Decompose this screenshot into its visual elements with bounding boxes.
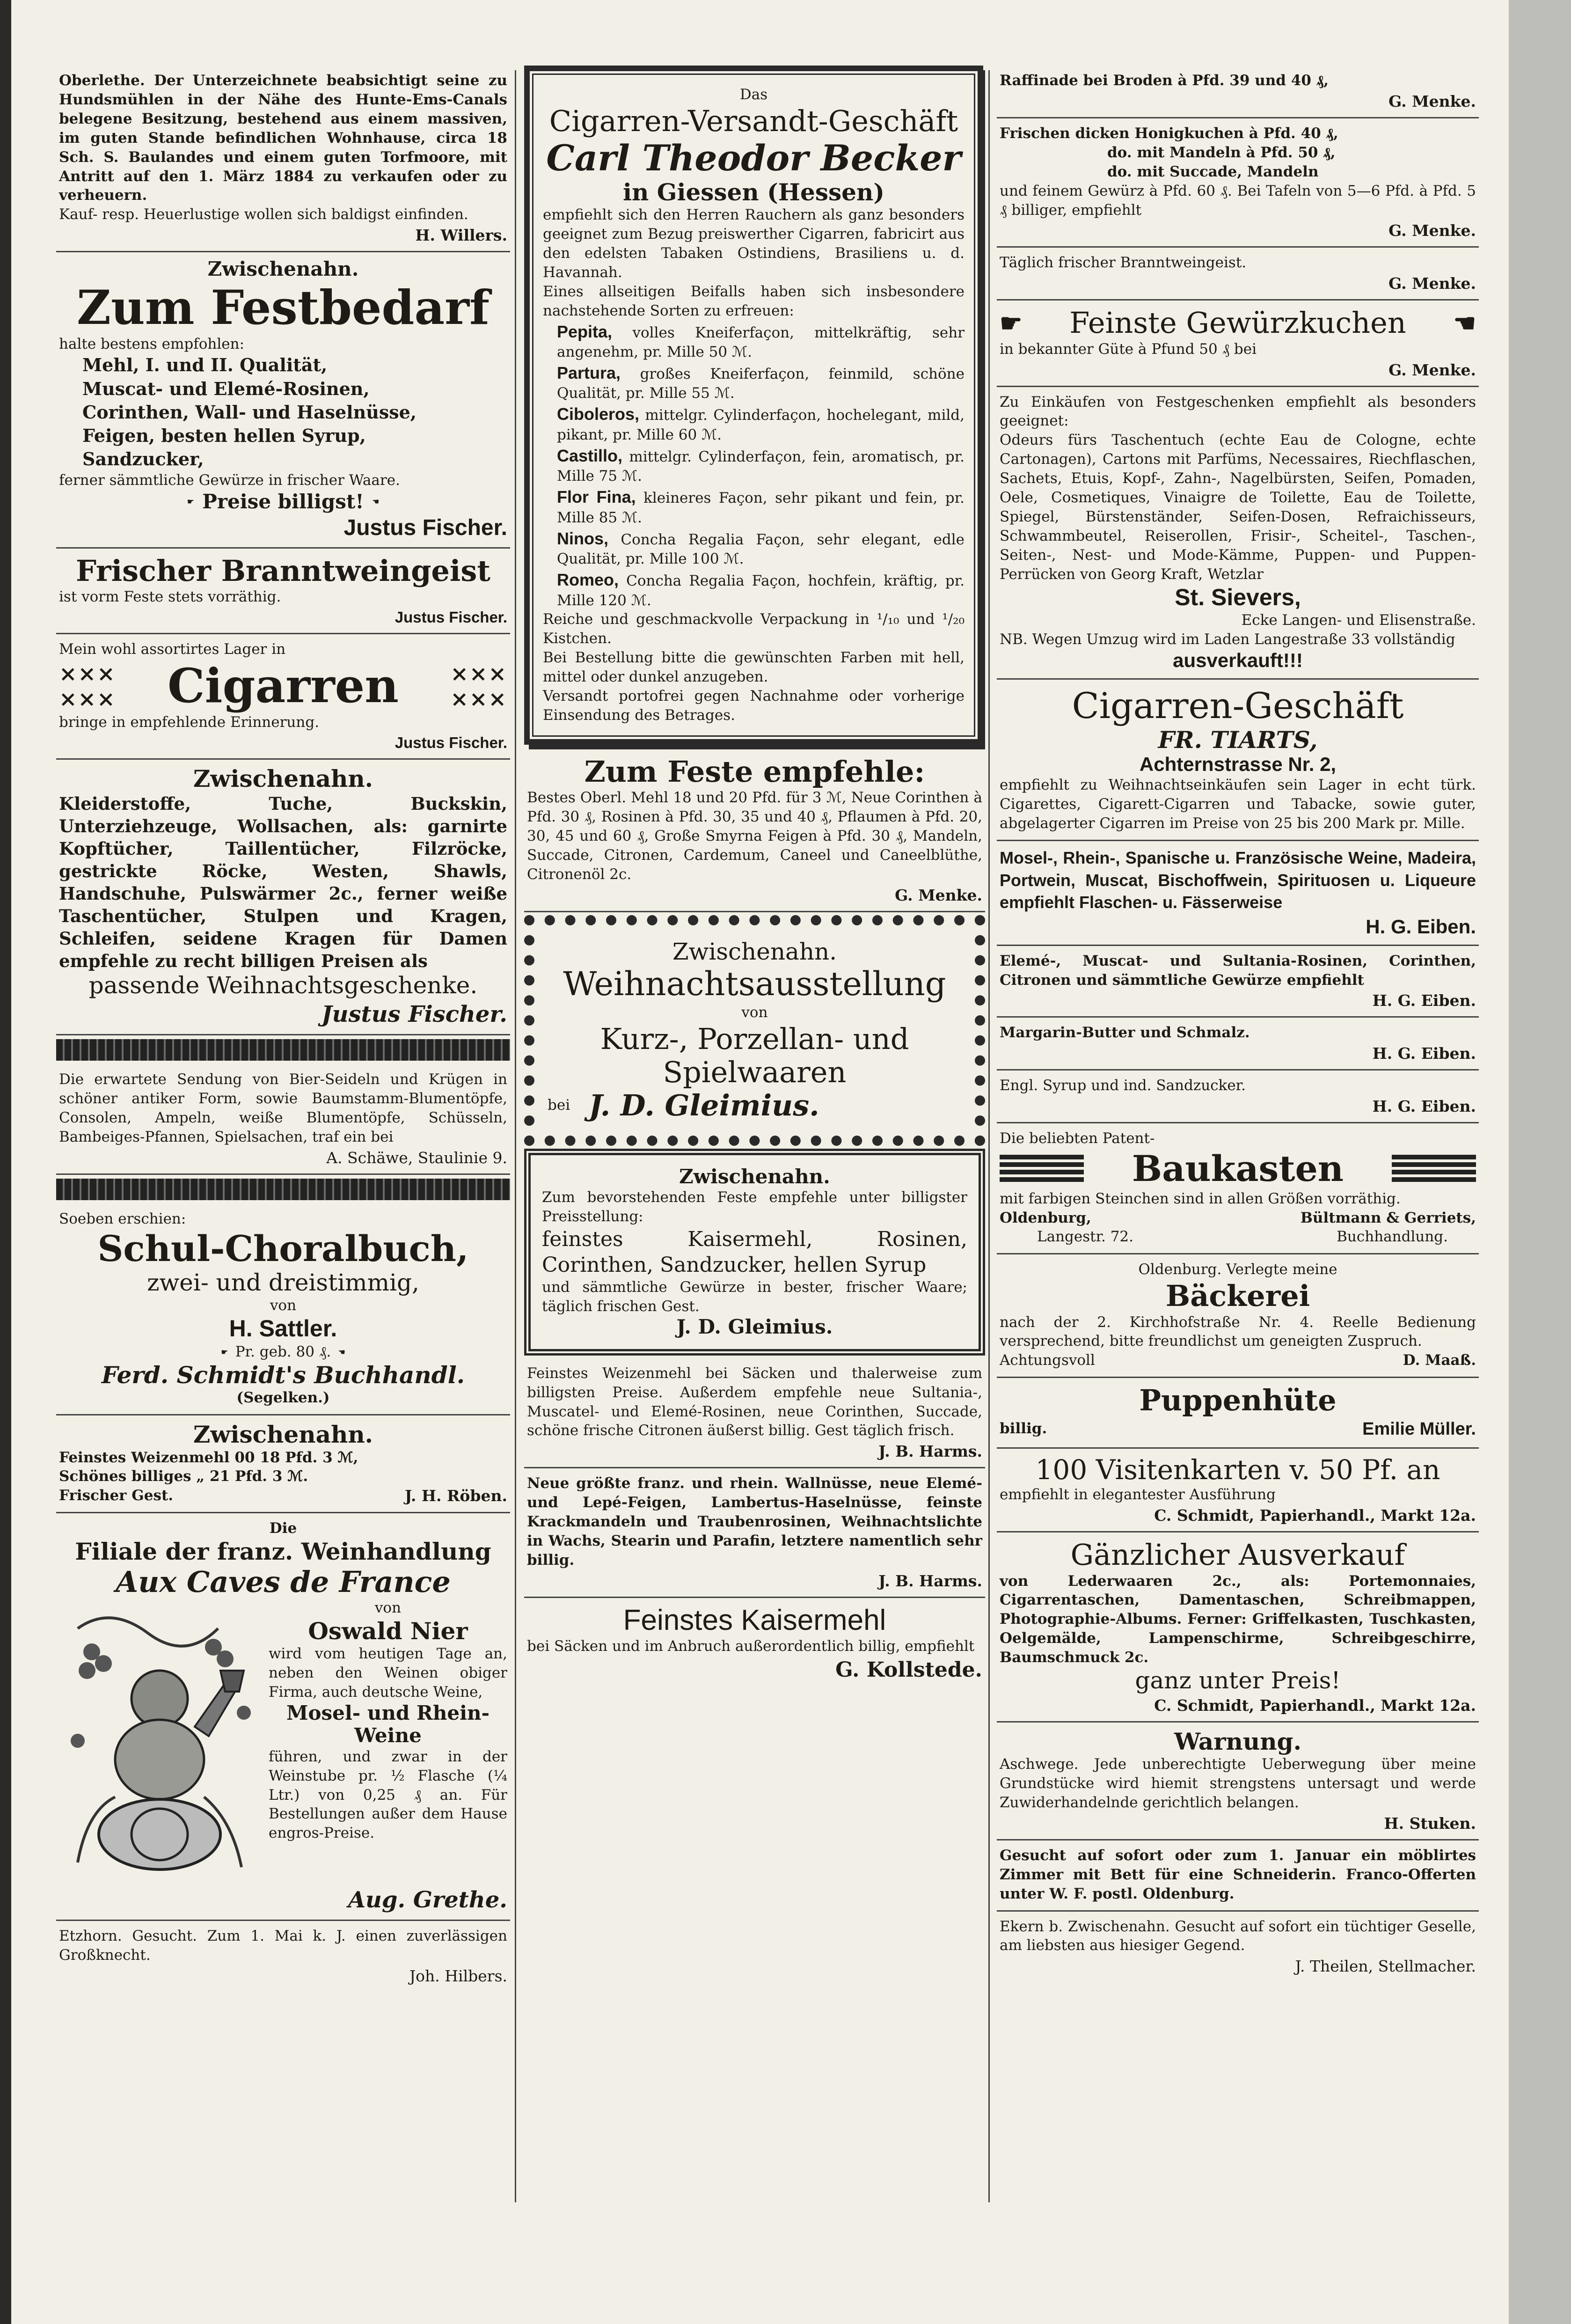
list-item	[557, 445, 965, 486]
ad-signature: H. G. Eiben.	[1372, 991, 1476, 1010]
column-rule	[515, 70, 516, 2202]
ad-place: Oldenburg,	[1000, 1209, 1091, 1226]
sort-desc: mittelgr. Cylinderfaçon, fein, aromatisch, pr. Mille 75 ℳ.	[557, 448, 965, 485]
list-item	[557, 569, 965, 610]
sort-desc: volles Kneiferfaçon, mittelkräftig, sehr angenehm, pr. Mille 50 ℳ.	[557, 324, 965, 361]
ad-title: passende Weihnachtsgeschenke.	[88, 972, 478, 999]
ad-branntwein	[56, 549, 510, 634]
ad-title: Filiale der franz. Weinhandlung	[75, 1538, 491, 1566]
ad-place: in Giessen (Hessen)	[623, 178, 884, 206]
ad-address: Ecke Langen- und Elisenstraße.	[1241, 612, 1476, 629]
ad-place: Zwischenahn.	[193, 1421, 373, 1449]
ad-firm-name: St. Sievers,	[1175, 584, 1301, 610]
ad-firm-name: Aux Caves de France	[116, 1564, 451, 1599]
ad-firm-name: FR. TIARTS,	[1158, 726, 1318, 754]
ad-eiben-weine	[997, 841, 1479, 946]
ad-title: Zum Feste empfehle:	[584, 754, 925, 789]
ad-menke-feste	[524, 749, 985, 912]
decorative-band	[56, 1179, 510, 1200]
ad-signature: Aug. Grethe.	[348, 1886, 507, 1913]
ad-das: Das	[739, 86, 768, 103]
ad-title: Gänzlicher Ausverkauf	[1070, 1538, 1405, 1572]
ad-choralbuch	[56, 1204, 510, 1416]
sort-name: Castillo,	[557, 446, 623, 465]
ad-body: Ekern b. Zwischenahn. Gesucht auf sofort ein tüchtiger Geselle, am liebsten aus hiesiger Gegend.	[1000, 1918, 1476, 1954]
sort-name: Partura,	[557, 363, 621, 382]
ad-signature: G. Menke.	[1388, 274, 1476, 293]
ornament-marks: ×××	[450, 686, 507, 711]
pointing-hand-icon: ☛	[221, 1347, 228, 1356]
ad-body: wird vom heutigen Tage an, neben den Weinen obiger Firma, auch deutsche Weine,	[269, 1645, 507, 1701]
ad-title: 100 Visitenkarten v. 50 Pf. an	[1035, 1453, 1440, 1486]
ad-maass	[997, 1254, 1479, 1378]
ad-signature: G. Menke.	[895, 886, 982, 904]
column-right	[997, 66, 1479, 2230]
ad-signature: J. B. Harms.	[878, 1571, 982, 1590]
ad-oberlethe	[56, 66, 510, 252]
ad-intro: Die beliebten Patent-	[1000, 1130, 1155, 1147]
ad-signature: Joh. Hilbers.	[409, 1966, 507, 1985]
ad-signature: G. Menke.	[1388, 360, 1476, 379]
ad-line: Frischen dicken Honigkuchen à Pfd. 40 ₰,	[1000, 125, 1338, 142]
ad-title: Schul-Choralbuch,	[97, 1228, 469, 1270]
sort-name: Ciboleros,	[557, 404, 640, 424]
ad-weihnachtsausstellung	[524, 915, 985, 1146]
ad-body: Etzhorn. Gesucht. Zum 1. Mai k. J. einen zuverlässigen Großknecht.	[59, 1927, 507, 1964]
ad-body: Gesucht auf sofort oder zum 1. Januar ein möblirtes Zimmer mit Bett für eine Schneiderin. Franco-Offerten unter W. F. postl. Oldenburg.	[1000, 1847, 1476, 1902]
ad-place: Zwischenahn.	[679, 1165, 830, 1188]
list-item: Mehl, I. und II. Qualität,	[82, 354, 328, 376]
ad-packing: Reiche und geschmackvolle Verpackung in ¹/₁₀ und ¹/₂₀ Kistchen.	[543, 611, 965, 647]
ad-signature: C. Schmidt, Papierhandl., Markt 12a.	[1154, 1506, 1476, 1525]
ad-gleimius	[524, 1149, 985, 1356]
ad-shop: Buchhandlung.	[1337, 1228, 1448, 1246]
sort-desc: Concha Regalia Façon, sehr elegant, edle Qualität, pr. Mille 100 ℳ.	[557, 531, 965, 568]
ad-signature: G. Kollstede.	[835, 1658, 982, 1682]
pointing-hand-icon: ☚	[338, 1347, 345, 1356]
ad-intro: Zu Einkäufen von Festgeschenken empfiehlt als besonders geeignet:	[1000, 393, 1476, 430]
ad-body: empfiehlt in elegantester Ausführung	[1000, 1486, 1276, 1503]
pointing-hand-icon: ☚	[372, 497, 380, 506]
decorative-stripes	[1392, 1155, 1476, 1183]
ad-theilen	[997, 1912, 1479, 1982]
ad-address: Achternstrasse Nr. 2,	[1139, 753, 1337, 776]
ad-signature: Justus Fischer.	[321, 1001, 507, 1027]
ad-body: Neue größte franz. und rhein. Wallnüsse, neue Elemé- und Lepé-Feigen, Lambertus-Haselnüsse, feinste Krackmandeln und Traubenrosinen, Weihnachtslichte in Wachs, Stearin und Parafin, letztere namentlich sehr billig.	[527, 1475, 982, 1569]
ad-body: Oberlethe. Der Unterzeichnete beabsichtigt seine zu Hundsmühlen in der Nähe des Hunte-Ems-Canals belegene Besitzung, bestehend aus einem massiven, im guten Stande befindlichen Wohnhause, circa 18 Sch. S. Baulandes und einem guten Torfmoore, mit Antritt auf den 1. März 1884 zu verkaufen oder zu verheuern.	[59, 72, 507, 204]
ad-street: Langestr. 72.	[1037, 1228, 1134, 1246]
ad-body: Elemé-, Muscat- und Sultania-Rosinen, Corinthen, Citronen und sämmtliche Gewürze empfiehlt	[1000, 952, 1476, 989]
ad-signature: H. G. Eiben.	[1372, 1097, 1476, 1116]
ad-goods: feinstes Kaisermehl, Rosinen, Corinthen, Sandzucker, hellen Syrup	[542, 1227, 967, 1277]
list-item: Corinthen, Wall- und Haselnüsse,	[82, 401, 417, 423]
ad-firm-name: J. D. Gleimius.	[589, 1088, 819, 1123]
ad-signature: H. Stuken.	[1384, 1814, 1476, 1833]
ad-body: Die erwartete Sendung von Bier-Seideln und Krügen in schöner antiker Form, sowie Baumstamm-Blumentöpfe, Consolen, Ampeln, weiße Blumentöpfe, Schüsseln, Bambeiges-Pfannen, Spielsachen, traf ein bei	[59, 1070, 507, 1145]
ad-body: bringe in empfehlende Erinnerung.	[59, 714, 320, 731]
ad-owner: Oswald Nier	[308, 1617, 468, 1645]
ad-tiarts	[997, 680, 1479, 841]
ad-title: Puppenhüte	[1139, 1383, 1337, 1418]
ad-becker	[524, 66, 983, 745]
ad-branntweingeist	[997, 248, 1479, 301]
ad-body: mit farbigen Steinchen sind in allen Größen vorräthig.	[1000, 1190, 1401, 1207]
ad-sale: ausverkauft!!!	[1173, 649, 1303, 671]
ad-hilbers	[56, 1921, 510, 1992]
ad-intro: Eines allseitigen Beifalls haben sich insbesondere nachstehende Sorten zu erfreuen:	[543, 283, 965, 319]
ad-goods: Kurz-, Porzellan- und Spielwaaren	[600, 1021, 909, 1089]
ad-eiben-butter	[997, 1018, 1479, 1070]
ad-place: Zwischenahn.	[193, 765, 373, 793]
ad-signature: J. H. Röben.	[404, 1487, 507, 1505]
ad-signature: H. G. Eiben.	[1372, 1044, 1476, 1063]
ad-title: Warnung.	[1174, 1727, 1301, 1755]
ad-body: Engl. Syrup und ind. Sandzucker.	[1000, 1077, 1246, 1094]
ad-festbedarf	[56, 252, 510, 549]
sort-desc: kleineres Façon, sehr pikant und fein, pr. Mille 85 ℳ.	[557, 490, 965, 526]
ornament-marks: ×××	[59, 686, 116, 711]
ad-closing: Kauf- resp. Heuerlustige wollen sich baldigst einfinden.	[59, 206, 468, 223]
ad-signature: D. Maaß.	[1403, 1352, 1476, 1369]
ad-body: Raffinade bei Broden à Pfd. 39 und 40 ₰,	[1000, 72, 1329, 89]
ad-ausverkauf	[997, 1532, 1479, 1722]
column-rule	[988, 70, 990, 2202]
ad-signature: C. Schmidt, Papierhandl., Markt 12a.	[1154, 1696, 1476, 1715]
list-item	[557, 321, 965, 362]
ad-title: Frischer Branntweingeist	[76, 554, 490, 588]
ad-place: Zwischenahn.	[207, 257, 359, 281]
ad-body: in bekannter Güte à Pfund 50 ₰ bei	[1000, 340, 1257, 358]
ad-body: Margarin-Butter und Schmalz.	[1000, 1024, 1250, 1041]
ad-body: nach der 2. Kirchhofstraße Nr. 4. Reelle Bedienung versprechend, bitte freundlichst um geneigten Zuspruch.	[1000, 1313, 1476, 1350]
ad-subtitle: zwei- und dreistimmig,	[147, 1268, 419, 1296]
ad-warnung	[997, 1723, 1479, 1840]
pointing-hand-icon: ☚	[1453, 308, 1476, 338]
ad-title: Weihnachtsausstellung	[563, 965, 946, 1004]
list-item	[557, 486, 965, 527]
ad-title: Bäckerei	[1165, 1279, 1310, 1313]
ad-von: von	[374, 1599, 402, 1616]
ad-firm-name: Carl Theodor Becker	[546, 137, 961, 179]
list-item	[557, 528, 965, 569]
ad-firm-name: Bültmann & Gerriets,	[1300, 1209, 1476, 1226]
list-item: Muscat- und Elemé-Rosinen,	[82, 378, 370, 399]
ad-title: Baukasten	[1132, 1148, 1344, 1190]
ad-line: Feinstes Weizenmehl 00 18 Pfd. 3 ℳ,	[59, 1449, 358, 1466]
decorative-band	[56, 1039, 510, 1061]
ad-kollstede	[524, 1598, 985, 1688]
sort-name: Romeo,	[557, 570, 619, 590]
ad-wines: Mosel- und Rhein-Weine	[286, 1701, 490, 1747]
ad-note: NB. Wegen Umzug wird im Laden Langestraße 33 vollständig	[1000, 631, 1455, 648]
ad-bei: bei	[548, 1097, 570, 1114]
ad-body: Täglich frischer Branntweingeist.	[1000, 254, 1247, 271]
ad-extra: ferner sämmtliche Gewürze in frischer Waare.	[59, 472, 400, 489]
ad-signature: G. Menke.	[1388, 92, 1476, 110]
ad-body: Odeurs fürs Taschentuch (echte Eau de Cologne, echte Cartonagen), Cartons mit Parfüms, Necessaires, Riechflaschen, Sachets, Etuis, Kopf-, Zahn-, Nagelbürsten, Seifen, Pomaden, Oele, Cosmetiques, Vinaigre de Toilette, Eau de Toilette, Spiegel, Bürstenständer, Seifen-Dosen, Refraichisseurs, Schwammbeutel, Reiserollen, Frisir-, Scheitel-, Taschen-, Seiten-, Nest- und Mode-Kämme, Puppen- und Puppen-Perrücken von Georg Kraft, Wetzlar	[1000, 432, 1476, 583]
ad-line: und feinem Gewürz à Pfd. 60 ₰. Bei Tafeln von 5—6 Pfd. à Pfd. 5 ₰ billiger, empfiehlt	[1000, 182, 1476, 219]
ad-prices: Preise billigst!	[202, 490, 364, 513]
ad-roeben	[56, 1415, 510, 1513]
ad-zimmer	[997, 1840, 1479, 1912]
ad-intro: Oldenburg. Verlegte meine	[1138, 1261, 1337, 1278]
ad-publisher: Ferd. Schmidt's Buchhandl.	[101, 1361, 465, 1389]
ad-intro: Zum bevorstehenden Feste empfehle unter billigster Preisstellung:	[542, 1188, 967, 1225]
page-edge	[1509, 0, 1571, 2324]
ad-greeting: Achtungsvoll	[1000, 1352, 1095, 1369]
ad-signature: Justus Fischer.	[395, 734, 507, 752]
list-item: Sandzucker,	[82, 448, 204, 470]
ad-weinhandlung	[56, 1513, 510, 1921]
ad-signature: J. Theilen, Stellmacher.	[1295, 1957, 1476, 1976]
ad-raffinade	[997, 66, 1479, 118]
bacchus-vignette	[59, 1600, 260, 1881]
ad-cigarren	[56, 634, 510, 760]
column-left	[56, 66, 510, 2230]
ad-sievers	[997, 387, 1479, 680]
ad-bierseidel	[56, 1064, 510, 1175]
book-binding	[0, 0, 11, 2324]
ad-body: Kleiderstoffe, Tuche, Buckskin, Unterziehzeuge, Wollsachen, als: garnirte Kopftücher, Taillentücher, Filzröcke, gestrickte Röcke, Westen, Shawls, Handschuhe, Pulswärmer 2c., ferner weiße Taschentücher, Stulpen und Kragen, Schleifen, seidene Kragen für Damen empfehle zu recht billigen Preisen als	[59, 793, 507, 972]
ad-line: do. mit Succade, Mandeln	[1107, 163, 1319, 180]
sort-name: Ninos,	[557, 528, 609, 548]
ornament-marks: ×××	[59, 660, 116, 686]
ad-body: Aschwege. Jede unberechtigte Ueberwegung über meine Grundstücke wird hiemit strengstens untersagt und werde Zuwiderhandelnde gerichtlich belangen.	[1000, 1756, 1476, 1811]
ad-title: Cigarren-Geschäft	[1072, 685, 1404, 727]
ad-price: Pr. geb. 80 ₰.	[235, 1343, 331, 1360]
ad-die: Die	[269, 1520, 297, 1537]
ad-von: von	[741, 1004, 768, 1021]
ad-title: Cigarren	[168, 658, 399, 714]
ad-puppenhuete	[997, 1378, 1479, 1448]
ad-line: do. mit Mandeln à Pfd. 50 ₰,	[1107, 144, 1336, 161]
ad-body: von Lederwaaren 2c., als: Portemonnaies, Cigarrentaschen, Damentaschen, Schreibmappen, Photographie-Albums. Ferner: Griffelkasten, Tuschkasten, Oelgemälde, Lampenschirme, Schreibgeschirre, Baumschmuck 2c.	[1000, 1572, 1476, 1666]
ad-honigkuchen	[997, 118, 1479, 248]
ad-signature: A. Schäwe, Staulinie 9.	[326, 1148, 507, 1167]
ad-signature: H. G. Eiben.	[1366, 915, 1476, 938]
list-item	[557, 403, 965, 444]
ad-signature: J. B. Harms.	[878, 1442, 982, 1461]
ad-kleiderstoffe	[56, 760, 510, 1035]
sort-desc: großes Kneiferfaçon, feinmild, schöne Qualität, pr. Mille 55 ℳ.	[557, 365, 965, 402]
ad-signature: Justus Fischer.	[343, 515, 507, 541]
sort-name: Pepita,	[557, 322, 613, 341]
sort-name: Flor Fina,	[557, 487, 636, 507]
sort-desc: Concha Regalia Façon, hochfein, kräftig, pr. Mille 120 ℳ.	[557, 572, 965, 609]
ad-body: und sämmtliche Gewürze in bester, frischer Waare; täglich frischen Gest.	[542, 1278, 967, 1315]
ad-order: Bei Bestellung bitte die gewünschten Farben mit hell, mittel oder dunkel anzugeben.	[543, 649, 965, 686]
ad-intro: Mein wohl assortirtes Lager in	[59, 641, 286, 658]
pointing-hand-icon: ☛	[187, 497, 194, 506]
ad-baukasten	[997, 1123, 1479, 1254]
ornament-marks: ×××	[450, 660, 507, 686]
ad-body: ist vorm Feste stets vorräthig.	[59, 588, 281, 606]
decorative-stripes	[1000, 1155, 1084, 1183]
ad-line: Frischer Gest.	[59, 1487, 174, 1504]
column-middle	[524, 66, 985, 2230]
list-item	[557, 362, 965, 403]
ad-signature: G. Menke.	[1388, 221, 1476, 240]
ad-intro: halte bestens empfohlen:	[59, 335, 245, 352]
ad-title: Zum Festbedarf	[77, 279, 490, 335]
ad-von: von	[270, 1297, 297, 1314]
ad-intro: Soeben erschien:	[59, 1210, 186, 1227]
ad-publisher-sub: (Segelken.)	[236, 1389, 330, 1407]
ad-intro: empfiehlt sich den Herren Rauchern als ganz besonders geeignet zum Bezug preiswerther Cigarren, fabricirt aus den edelsten Tabaken Ostindiens, Brasiliens u. d. Havannah.	[543, 206, 965, 281]
ad-eiben-rosinen	[997, 946, 1479, 1018]
ad-line: Schönes billiges „ 21 Pfd. 3 ℳ.	[59, 1468, 308, 1485]
ad-billig: billig.	[1000, 1420, 1047, 1437]
sort-desc: mittelgr. Cylinderfaçon, hochelegant, mild, pikant, pr. Mille 60 ℳ.	[557, 407, 965, 443]
ad-title: Feinste Gewürzkuchen	[1069, 306, 1406, 340]
ad-body: Bestes Oberl. Mehl 18 und 20 Pfd. für 3 ℳ, Neue Corinthen à Pfd. 30 ₰, Rosinen à Pfd. 30, 35 und 40 ₰, Pflaumen à Pfd. 20, 30, 45 und 60 ₰, Große Smyrna Feigen à Pfd. 30 ₰, Mandeln, Succade, Citronen, Cardemum, Caneel und Caneelblüthe, Citronenöl 2c.	[527, 789, 982, 883]
ad-price: ganz unter Preis!	[1135, 1667, 1341, 1694]
ad-signature: Emilie Müller.	[1362, 1419, 1476, 1439]
ad-title: Feinstes Kaisermehl	[623, 1604, 886, 1636]
ad-place: Zwischenahn.	[672, 938, 837, 965]
ad-harms-mehl	[524, 1358, 985, 1469]
ad-body: empfiehlt zu Weihnachtseinkäufen sein Lager in echt türk. Cigarettes, Cigarett-Cigarren und Tabacke, sowie guter, abgelagerter Cigarren im Preise von 25 bis 200 Mark pr. Mille.	[1000, 777, 1476, 832]
ad-shipping: Versandt portofrei gegen Nachnahme oder vorherige Einsendung des Betrages.	[543, 688, 965, 724]
ad-signature: H. Willers.	[415, 226, 507, 245]
ad-gewuerzkuchen	[997, 301, 1479, 387]
ad-eiben-syrup	[997, 1070, 1479, 1123]
list-item: Feigen, besten hellen Syrup,	[82, 425, 366, 446]
ad-harms-nuesse	[524, 1468, 985, 1598]
ad-body: führen, und zwar in der Weinstube pr. ½ Flasche (¼ Ltr.) von 0,25 ₰ an. Für Bestellungen außer dem Hause engros-Preise.	[269, 1748, 507, 1842]
ad-body: bei Säcken und im Anbruch außerordentlich billig, empfiehlt	[527, 1638, 975, 1655]
ad-author: H. Sattler.	[229, 1315, 337, 1342]
ad-body: Mosel-, Rhein-, Spanische u. Französische Weine, Madeira, Portwein, Muscat, Bischoffwein, Spirituosen u. Liqueure empfiehlt Flaschen- u. Fässerweise	[1000, 848, 1476, 912]
ad-signature: Justus Fischer.	[395, 608, 507, 626]
ad-signature: J. D. Gleimius.	[676, 1315, 833, 1339]
ad-title: Cigarren-Versandt-Geschäft	[549, 103, 958, 138]
ad-visitenkarten	[997, 1449, 1479, 1533]
pointing-hand-icon: ☛	[1000, 308, 1023, 338]
ad-body: Feinstes Weizenmehl bei Säcken und thalerweise zum billigsten Preise. Außerdem empfehle neue Sultania-, Muscatel- und Elemé-Rosinen, neue Corinthen, Succade, schöne frische Citronen äußerst billig. Gest täglich frisch.	[527, 1364, 982, 1439]
